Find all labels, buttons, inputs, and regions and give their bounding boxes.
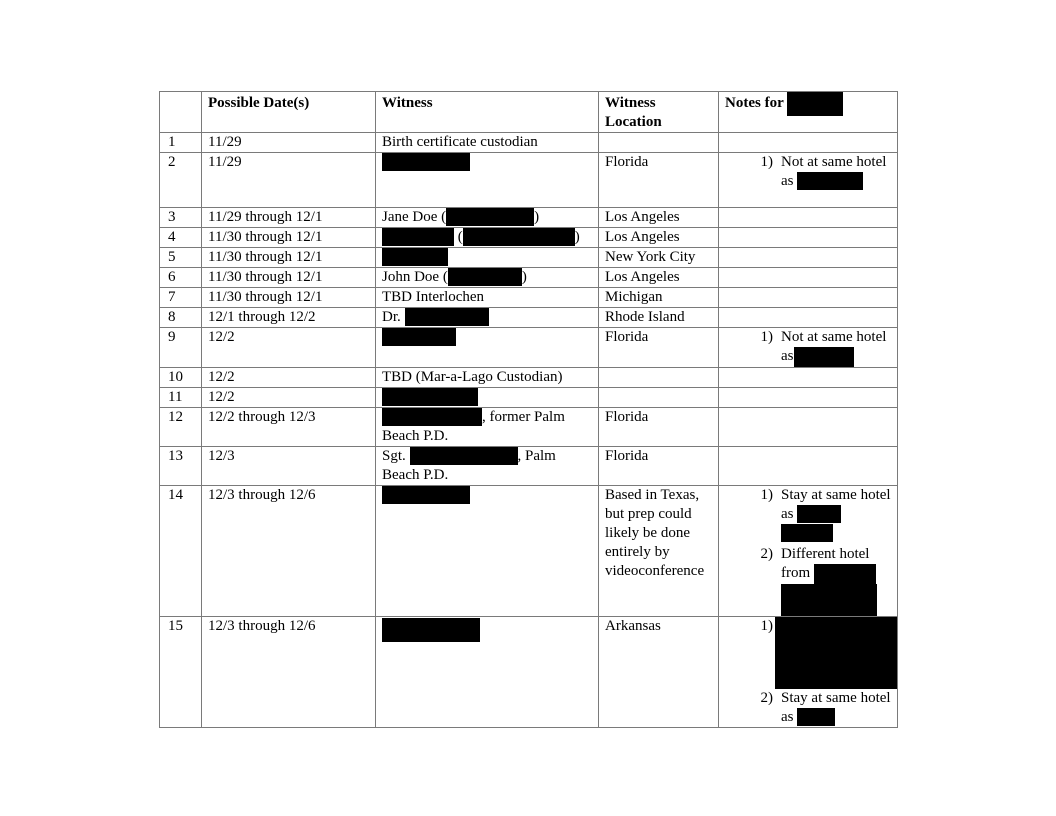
row-notes [719,208,898,228]
redaction-box [382,408,482,426]
row-location: Los Angeles [599,208,719,228]
header-possible-dates: Possible Date(s) [202,92,376,133]
row-date: 11/29 through 12/1 [202,208,376,228]
witness-text: Jane Doe ( [382,209,447,225]
row-number: 15 [160,617,202,728]
row-witness: Birth certificate custodian [376,133,599,153]
witness-text: Dr. [382,309,401,325]
redaction-box [382,153,470,171]
row-number: 1 [160,133,202,153]
note-text: Different hotel from [781,546,870,581]
row-number: 3 [160,208,202,228]
note-text: Stay at same hotel as [781,690,891,725]
table-row [160,368,898,388]
row-number: 14 [160,486,202,617]
row-notes [719,308,898,328]
table-row [160,308,898,328]
row-witness [376,447,599,486]
table-row [160,208,898,228]
row-date: 12/3 through 12/6 [202,486,376,617]
row-number: 2 [160,153,202,208]
note-item [725,545,891,616]
row-witness [376,388,599,408]
row-witness [376,153,599,208]
witness-text: Sgt. [382,448,406,464]
header-number [160,92,202,133]
row-notes [719,617,898,728]
row-number: 9 [160,328,202,368]
table-row [160,133,898,153]
row-notes [719,133,898,153]
redaction-box [781,584,877,616]
redaction-box [446,208,534,226]
redaction-box [405,308,489,326]
row-notes [719,388,898,408]
redaction-box [787,92,843,116]
note-item [725,153,891,191]
note-item [725,689,891,727]
redaction-box [775,617,897,689]
note-item [725,486,891,543]
row-date: 12/2 [202,388,376,408]
row-witness [376,308,599,328]
row-date: 11/30 through 12/1 [202,288,376,308]
row-location: Los Angeles [599,228,719,248]
row-notes [719,408,898,447]
redaction-box [410,447,518,465]
note-text: Not at same hotel as [781,329,887,364]
header-notes-label: Notes for [725,95,784,111]
row-notes [719,368,898,388]
redaction-box [797,505,841,523]
row-witness [376,486,599,617]
row-notes [719,288,898,308]
note-marker: 2) [760,546,773,562]
row-date: 11/30 through 12/1 [202,228,376,248]
row-witness [376,228,599,248]
note-marker: 1) [760,618,773,634]
witness-text: ( [457,229,463,245]
note-item [725,328,891,367]
row-date: 11/30 through 12/1 [202,248,376,268]
row-notes [719,268,898,288]
row-location [599,133,719,153]
row-date: 11/29 [202,153,376,208]
redaction-box [814,564,876,584]
table-row [160,248,898,268]
row-location: Michigan [599,288,719,308]
table-row [160,153,898,208]
table-row [160,447,898,486]
row-number: 11 [160,388,202,408]
redaction-box [382,328,456,346]
witness-text: , former Palm Beach P.D. [382,409,565,444]
redaction-box [797,172,863,190]
table-row [160,328,898,368]
redaction-box [797,708,835,726]
row-number: 13 [160,447,202,486]
witness-text: ) [534,209,540,225]
row-number: 6 [160,268,202,288]
redaction-box [382,248,448,266]
table-row [160,486,898,617]
row-number: 10 [160,368,202,388]
row-witness [376,617,599,728]
witness-text: ) [521,269,527,285]
witness-text: John Doe ( [382,269,448,285]
row-date: 11/29 [202,133,376,153]
table-row [160,228,898,248]
row-witness [376,268,599,288]
redaction-box [382,618,480,642]
row-date: 11/30 through 12/1 [202,268,376,288]
row-location: Florida [599,328,719,368]
row-notes [719,447,898,486]
witness-text: , Palm Beach P.D. [382,448,556,483]
row-witness [376,408,599,447]
row-location: Florida [599,153,719,208]
row-location: Florida [599,447,719,486]
row-notes [719,328,898,368]
table-row [160,617,898,728]
witness-schedule-table [159,91,898,728]
table-row [160,288,898,308]
note-marker: 1) [760,487,773,503]
row-location: Rhode Island [599,308,719,328]
row-location: Florida [599,408,719,447]
row-date: 12/3 [202,447,376,486]
redaction-box [794,347,854,367]
row-notes [719,486,898,617]
header-row [160,92,898,133]
row-date: 12/2 [202,368,376,388]
row-location: Los Angeles [599,268,719,288]
table-row [160,408,898,447]
row-witness: TBD Interlochen [376,288,599,308]
row-number: 8 [160,308,202,328]
header-notes [719,92,898,133]
row-witness [376,328,599,368]
header-witness: Witness [376,92,599,133]
row-number: 4 [160,228,202,248]
row-notes [719,248,898,268]
table-row [160,268,898,288]
row-location [599,388,719,408]
redaction-box [382,486,470,504]
row-date: 12/2 [202,328,376,368]
redaction-box [382,388,478,406]
row-witness [376,208,599,228]
row-notes [719,153,898,208]
row-witness [376,248,599,268]
row-notes [719,228,898,248]
row-number: 5 [160,248,202,268]
row-location [599,368,719,388]
note-marker: 1) [760,329,773,345]
redaction-box [463,228,575,246]
table-row [160,388,898,408]
row-date: 12/1 through 12/2 [202,308,376,328]
row-witness: TBD (Mar-a-Lago Custodian) [376,368,599,388]
row-number: 7 [160,288,202,308]
note-marker: 2) [760,690,773,706]
header-witness-location: Witness Location [599,92,719,133]
note-text: Not at same hotel as [781,154,887,189]
note-marker: 1) [760,154,773,170]
note-item [725,617,891,689]
redaction-box [448,268,522,286]
row-date: 12/3 through 12/6 [202,617,376,728]
row-date: 12/2 through 12/3 [202,408,376,447]
row-number: 12 [160,408,202,447]
row-location: New York City [599,248,719,268]
redaction-box [781,524,833,542]
redaction-box [382,228,454,246]
witness-text: ) [574,229,580,245]
row-location: Based in Texas, but prep could likely be done entirely by videoconference [599,486,719,617]
note-text: Stay at same hotel as [781,487,891,522]
row-location: Arkansas [599,617,719,728]
